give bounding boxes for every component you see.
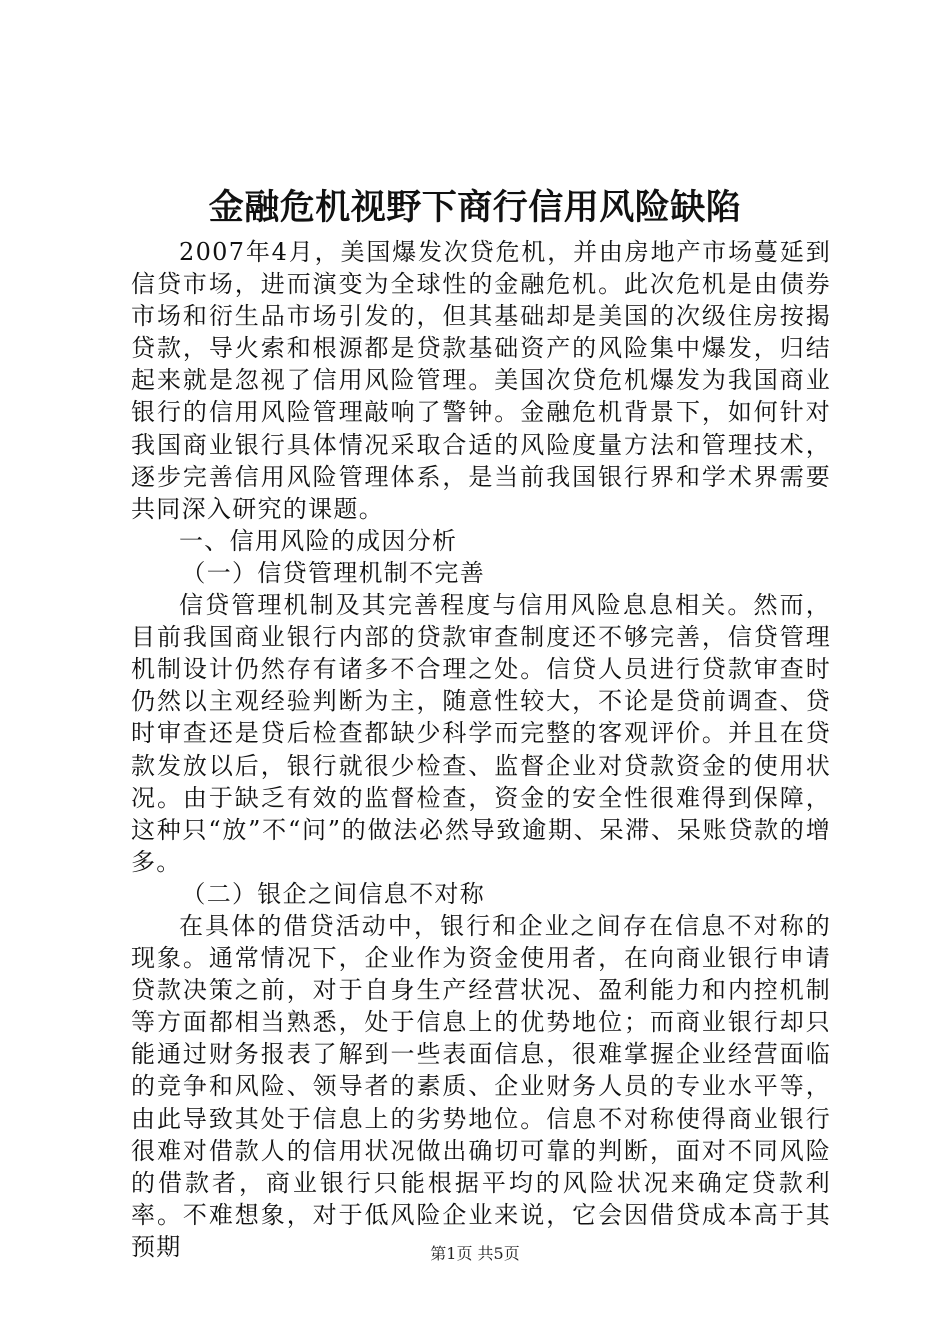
intro-paragraph: 2007年4月，美国爆发次贷危机，并由房地产市场蔓延到信贷市场，进而演变为全球性的金融危机。此次危机是由债券市场和衍生品市场引发的，但其基础却是美国的次级住房按揭贷款，导火索和根源都是贷款基础资产的风险集中爆发，归结起来就是忽视了信用风险管理。美国次贷危机爆发为我国商业银行的信用风险管理敲响了警钟。金融危机背景下，如何针对我国商业银行具体情况采取合适的风险度量方法和管理技术，逐步完善信用风险管理体系，是当前我国银行界和学术界需要共同深入研究的课题。 (131, 238, 831, 523)
subsection-heading-1: （一）信贷管理机制不完善 (181, 558, 485, 587)
credit-management-paragraph: 信贷管理机制及其完善程度与信用风险息息相关。然而，目前我国商业银行内部的贷款审查制度还不够完善，信贷管理机制设计仍然存有诸多不合理之处。信贷人员进行贷款审查时仍然以主观经验判断为主，随意性较大，不论是贷前调查、贷时审查还是贷后检查都缺少科学而完整的客观评价。并且在贷款发放以后，银行就很少检查、监督企业对贷款资金的使用状况。由于缺乏有效的监督检查，资金的安全性很难得到保障，这种只“放”不“问”的做法必然导致逾期、呆滞、呆账贷款的增多。 (131, 591, 831, 876)
document-title: 金融危机视野下商行信用风险缺陷 (208, 187, 742, 228)
document-body (131, 236, 831, 1263)
section-heading-1: 一、信用风险的成因分析 (179, 526, 458, 555)
page-footer: 第1页 共5页 (430, 1244, 520, 1263)
information-asymmetry-paragraph: 在具体的借贷活动中，银行和企业之间存在信息不对称的现象。通常情况下，企业作为资金使用者，在向商业银行申请贷款决策之前，对于自身生产经营状况、盈利能力和内控机制等方面都相当熟悉，处于信息上的优势地位；而商业银行却只能通过财务报表了解到一些表面信息，很难掌握企业经营面临的竞争和风险、领导者的素质、企业财务人员的专业水平等，由此导致其处于信息上的劣势地位。信息不对称使得商业银行很难对借款人的信用状况做出确切可靠的判断，面对不同风险的借款者，商业银行只能根据平均的风险状况来确定贷款利率。不难想象，对于低风险企业来说，它会因借贷成本高于其预期 (131, 911, 831, 1261)
subsection-heading-2: （二）银企之间信息不对称 (181, 879, 485, 908)
